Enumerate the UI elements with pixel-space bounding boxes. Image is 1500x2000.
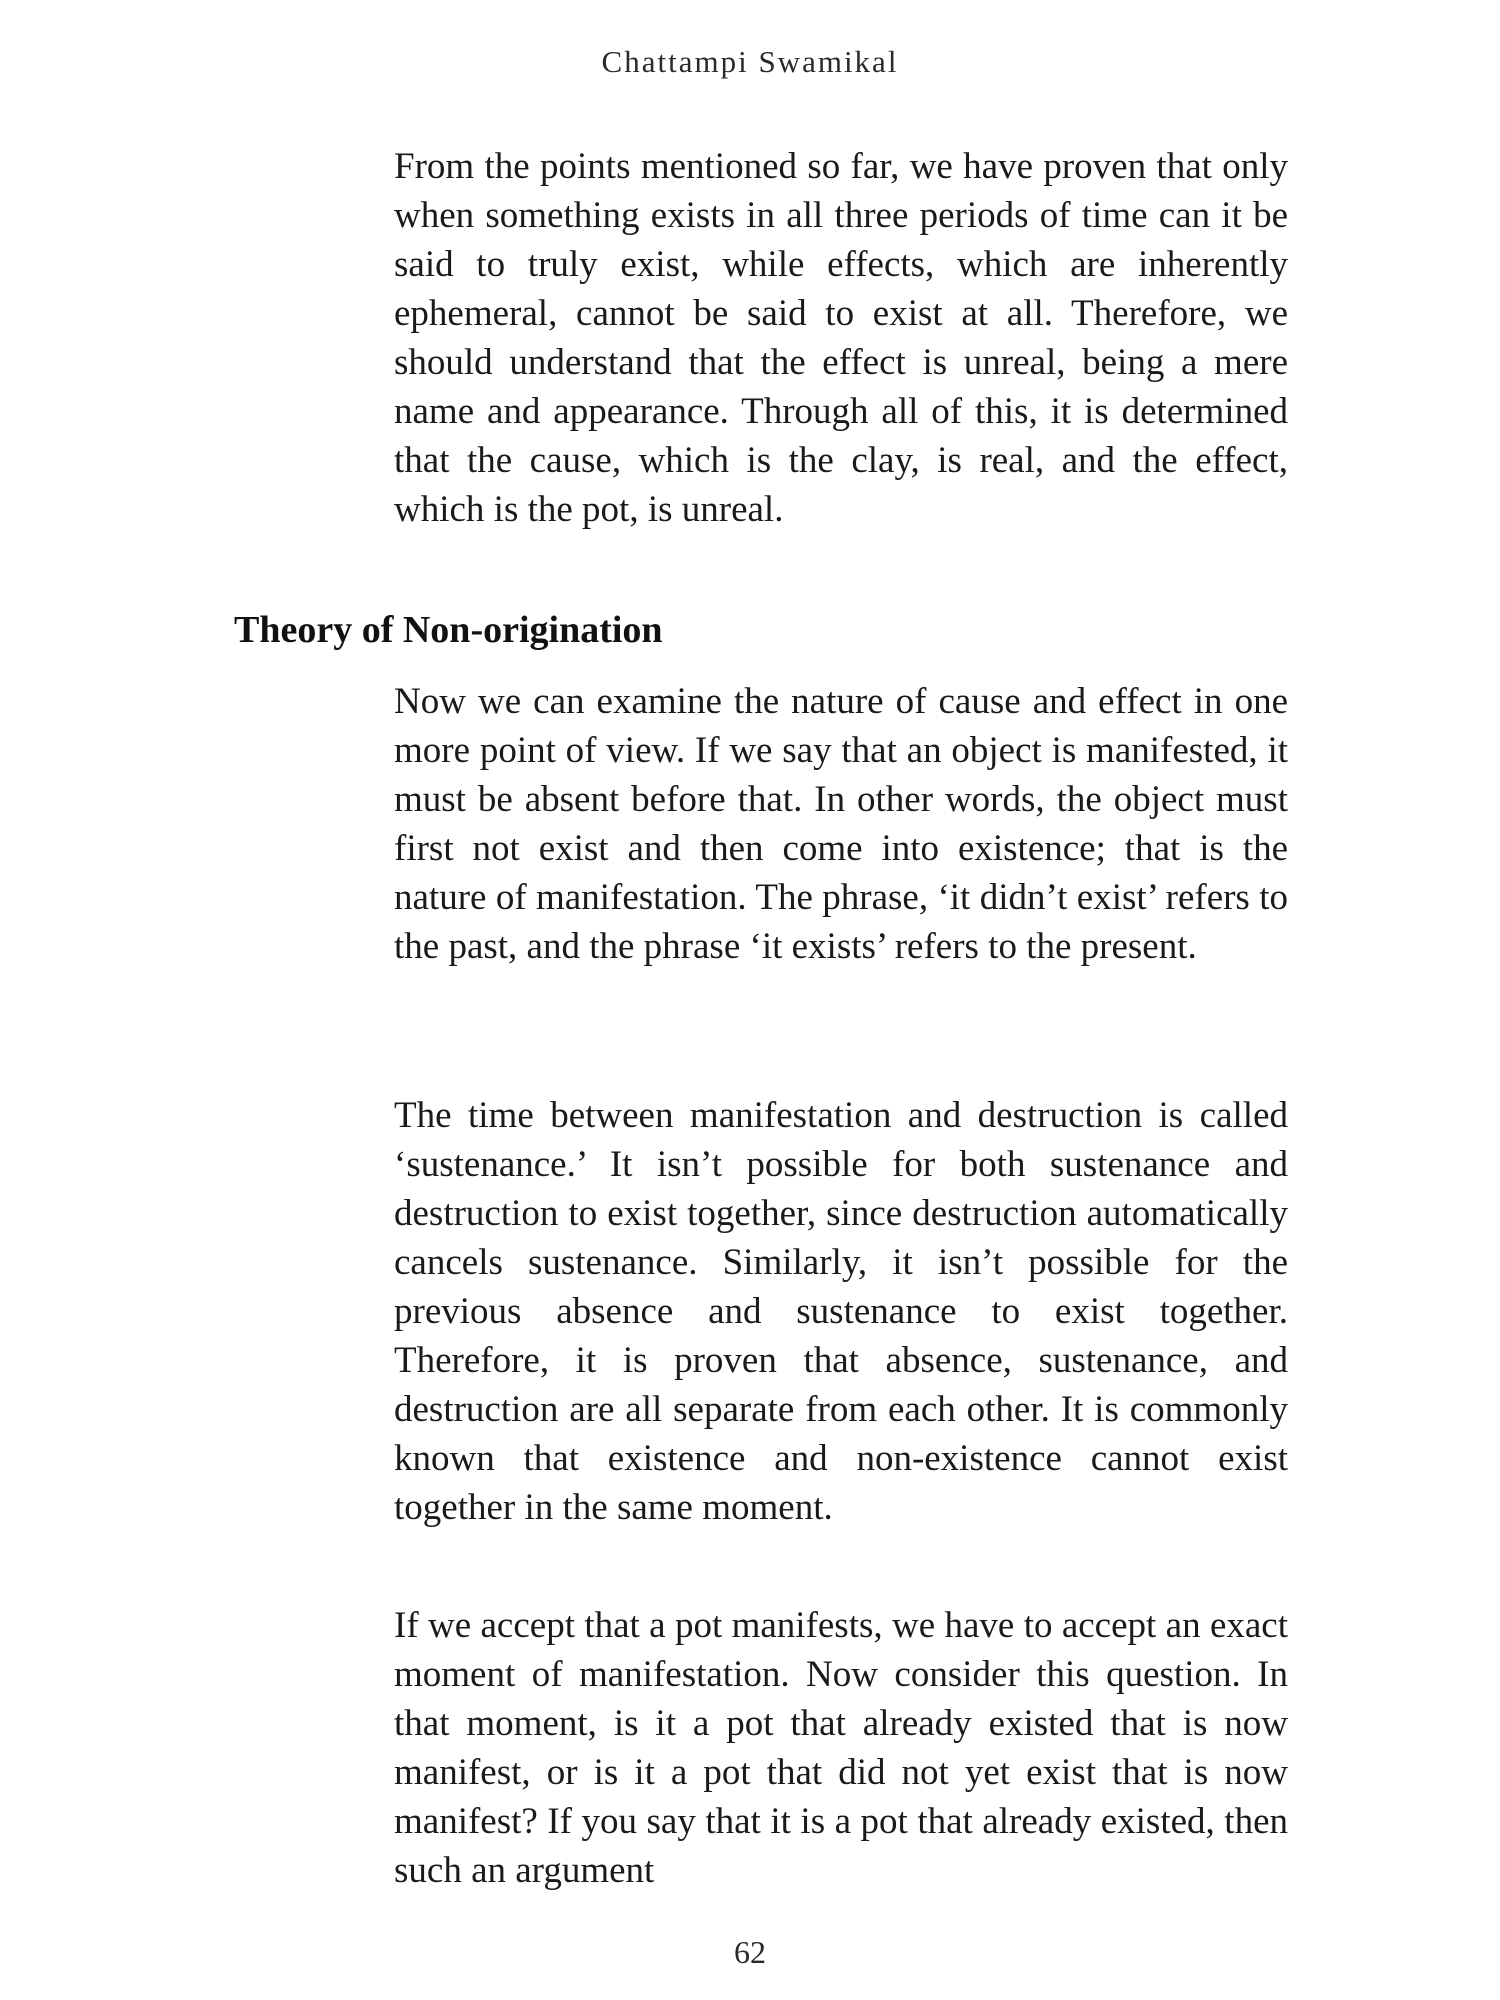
body-paragraph-pot-question: If we accept that a pot manifests, we have to accept an exact moment of manifestation. Now consider this question. In that moment, is it a pot that already existed that is now manifest, or is it a pot that did not yet exist that is now manifest? If you say that it is a pot that already existed, then such an argument <box>394 1605 1288 1891</box>
body-paragraph-intro: From the points mentioned so far, we have proven that only when something exists in all three periods of time can it be said to truly exist, while effects, which are inherently ephemeral, cannot be said to exist at all. Therefore, we should understand that the effect is unreal, being a mere name and appearance. Through all of this, it is determined that the cause, which is the clay, is real, and the effect, which is the pot, is unreal. <box>394 146 1288 530</box>
running-head: Chattampi Swamikal <box>601 44 899 79</box>
section-heading: Theory of Non-origination <box>234 609 663 651</box>
body-paragraph-manifestation: Now we can examine the nature of cause and effect in one more point of view. If we say that an object is manifested, it must be absent before that. In other words, the object must first not exist and then come into existence; that is the nature of manifestation. The phrase, ‘it didn’t exist’ refers to the past, and the phrase ‘it exists’ refers to the present. <box>394 681 1288 967</box>
body-paragraph-sustenance: The time between manifestation and destruction is called ‘sustenance.’ It isn’t possible for both sustenance and destruction to exist together, since destruction automatically cancels sustenance. Similarly, it isn’t possible for the previous absence and sustenance to exist together. Therefore, it is proven that absence, sustenance, and destruction are all separate from each other. It is commonly known that existence and non-existence cannot exist together in the same moment. <box>394 1095 1288 1528</box>
page-number: 62 <box>734 1934 766 1970</box>
